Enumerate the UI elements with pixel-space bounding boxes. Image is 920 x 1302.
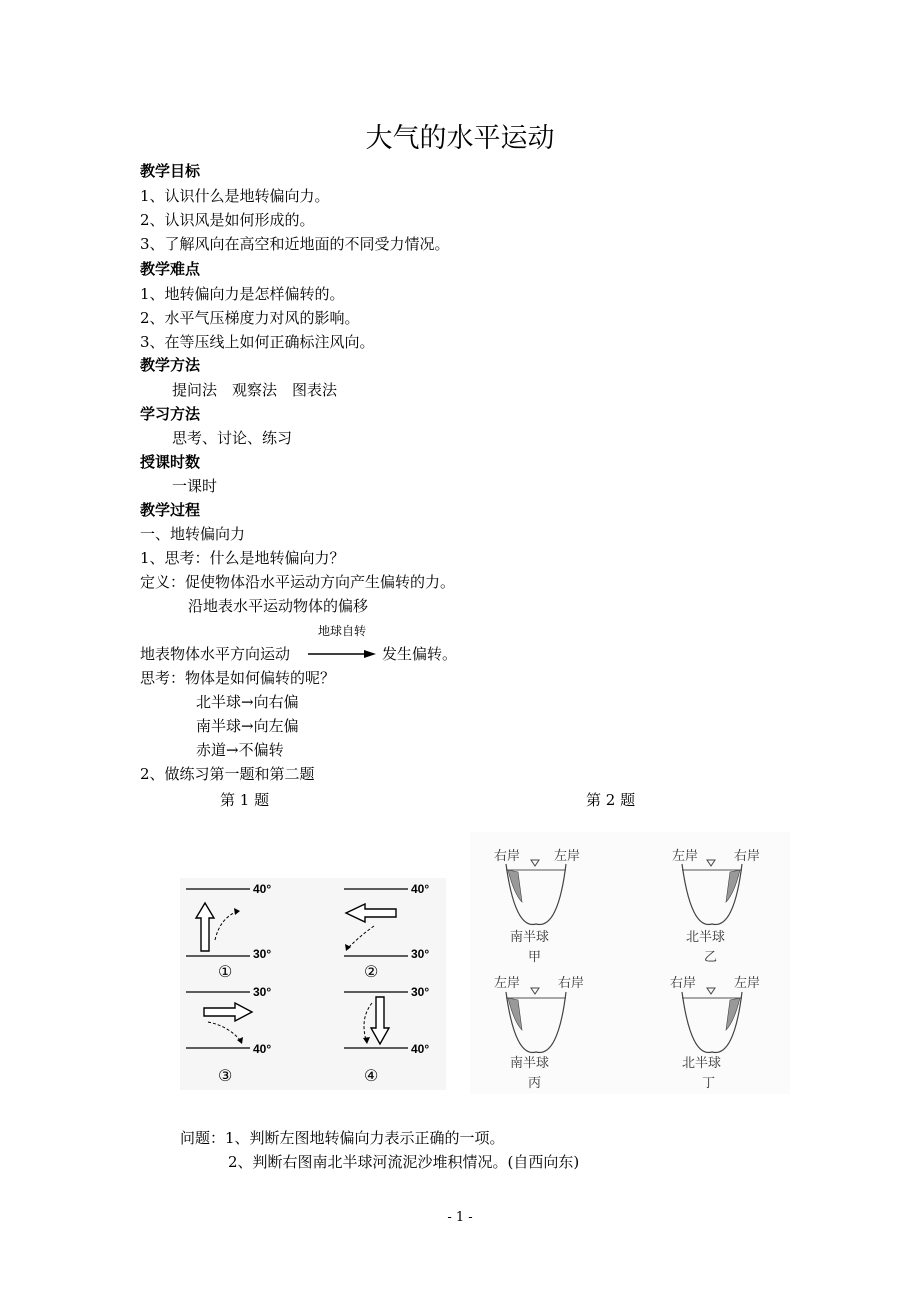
- objective-item: 1、认识什么是地转偏向力。: [140, 187, 330, 205]
- panel-number: ③: [218, 1066, 233, 1085]
- river-name: 丙: [528, 1076, 542, 1091]
- process-heading: 教学过程: [140, 501, 201, 519]
- arrow-up-icon: [196, 903, 214, 951]
- methods-heading: 教学方法: [140, 356, 201, 374]
- hemisphere-label: 南半球: [510, 930, 550, 945]
- bank-label: 左岸: [494, 976, 521, 991]
- learning-text: 思考、讨论、练习: [172, 429, 293, 447]
- hemisphere-label: 北半球: [682, 1056, 722, 1071]
- methods-text: 提问法 观察法 图表法: [172, 381, 338, 399]
- learning-heading: 学习方法: [140, 405, 201, 423]
- page-title: 大气的水平运动: [365, 123, 555, 154]
- figure2-label: 第 2 题: [586, 791, 636, 809]
- bank-label: 右岸: [494, 849, 521, 864]
- deflection-path: [215, 911, 238, 940]
- panel-1-lines: [186, 889, 250, 956]
- exercise-text: 2、做练习第一题和第二题: [140, 765, 315, 783]
- latitude-label: 30°: [253, 947, 272, 961]
- panel-number: ④: [364, 1066, 379, 1085]
- deflection-path: [348, 926, 374, 948]
- deflection-path: [208, 1022, 240, 1040]
- panel-2-lines: [344, 889, 408, 956]
- latitude-label: 30°: [411, 947, 430, 961]
- river-name: 丁: [702, 1076, 716, 1091]
- rule-item: 赤道→不偏转: [196, 741, 284, 759]
- panel-number: ①: [218, 962, 233, 981]
- panel-3-lines: [186, 992, 252, 1048]
- question-1: 问题：1、判断左图地转偏向力表示正确的一项。: [180, 1129, 505, 1147]
- river-cross-section-4: [682, 988, 742, 1053]
- objectives-heading: 教学目标: [140, 162, 201, 180]
- definition-text: 定义：促使物体沿水平运动方向产生偏转的力。: [140, 573, 456, 591]
- bank-label: 右岸: [558, 976, 585, 991]
- objective-item: 3、了解风向在高空和近地面的不同受力情况。: [140, 235, 450, 253]
- arrow-left-icon: [346, 904, 396, 922]
- flow-right-text: 发生偏转。: [382, 645, 458, 663]
- question-2: 2、判断右图南北半球河流泥沙堆积情况。(自西向东): [228, 1153, 580, 1171]
- latitude-label: 30°: [411, 985, 430, 999]
- hemisphere-label: 北半球: [686, 930, 726, 945]
- river-cross-section-3: [506, 988, 566, 1053]
- rule-item: 南半球→向左偏: [196, 717, 299, 735]
- difficulty-item: 1、地转偏向力是怎样偏转的。: [140, 285, 345, 303]
- arrow-down-icon: [371, 997, 389, 1044]
- objective-item: 2、认识风是如何形成的。: [140, 211, 315, 229]
- latitude-label: 40°: [253, 882, 272, 896]
- bank-label: 左岸: [734, 976, 761, 991]
- hemisphere-label: 南半球: [510, 1056, 550, 1071]
- hours-text: 一课时: [172, 477, 218, 495]
- panel-number: ②: [364, 962, 379, 981]
- earth-rotation-label: 地球自转: [318, 624, 367, 638]
- flow-left-text: 地表物体水平方向运动: [140, 645, 291, 663]
- river-name: 甲: [528, 950, 542, 965]
- bank-label: 右岸: [670, 976, 697, 991]
- latitude-label: 40°: [411, 882, 430, 896]
- bank-label: 右岸: [734, 849, 761, 864]
- think-text: 思考：物体是如何偏转的呢？: [140, 669, 336, 687]
- part1-heading: 一、地转偏向力: [140, 525, 246, 543]
- river-cross-section-1: [506, 860, 566, 925]
- river-name: 乙: [704, 950, 718, 965]
- bank-label: 左岸: [554, 849, 581, 864]
- panel-4-lines: [344, 992, 408, 1048]
- hours-heading: 授课时数: [140, 453, 201, 471]
- difficulty-item: 3、在等压线上如何正确标注风向。: [140, 333, 375, 351]
- difficulty-item: 2、水平气压梯度力对风的影响。: [140, 309, 360, 327]
- figure1-diagram: [180, 878, 446, 1090]
- latitude-label: 40°: [411, 1042, 430, 1056]
- figure1-label: 第 1 题: [220, 791, 270, 809]
- deflection-description: 沿地表水平运动物体的偏移: [188, 597, 369, 615]
- latitude-label: 30°: [253, 985, 272, 999]
- question-text: 1、思考：什么是地转偏向力？: [140, 549, 345, 567]
- arrow-right-icon: [204, 1003, 252, 1021]
- bank-label: 左岸: [672, 849, 699, 864]
- river-cross-section-2: [682, 860, 742, 925]
- flow-arrow-icon: [306, 648, 376, 660]
- deflection-path: [364, 1003, 372, 1040]
- difficulties-heading: 教学难点: [140, 260, 201, 278]
- rule-item: 北半球→向右偏: [196, 693, 299, 711]
- latitude-label: 40°: [253, 1042, 272, 1056]
- page-number: - 1 -: [447, 1210, 473, 1225]
